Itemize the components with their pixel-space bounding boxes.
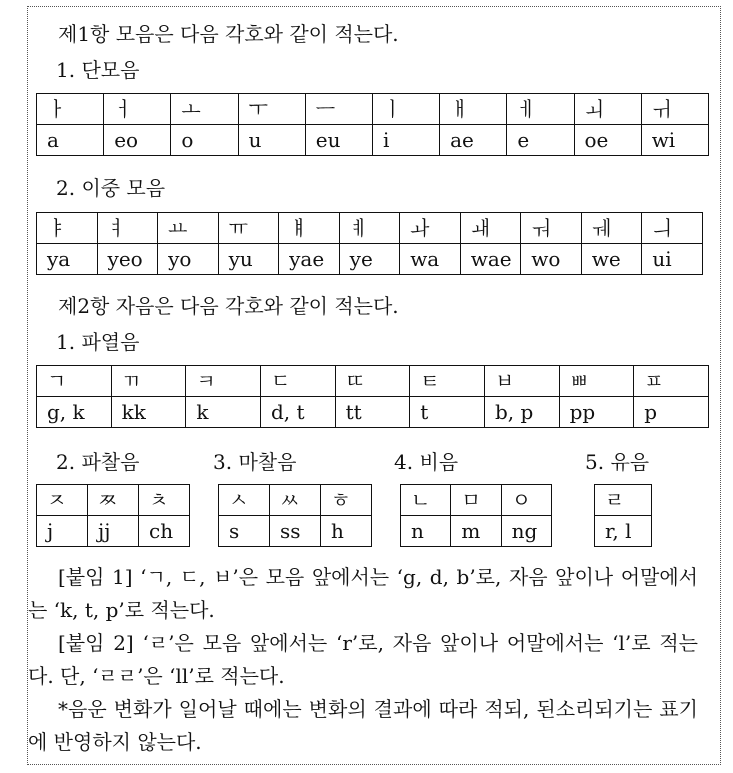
section1-sub1-heading: 1. 단모음 [56,58,140,82]
roman-cell: g, k [37,397,112,428]
hangul-cell: ㅏ [37,94,104,125]
roman-cell: ng [501,516,551,547]
hangul-cell: ㅔ [507,94,574,125]
hangul-cell: ㅑ [37,213,98,244]
fricative-table [218,484,372,547]
roman-cell: ss [270,516,321,547]
liquid-table [594,484,652,547]
hangul-cell: ㅆ [270,485,321,516]
plosive-table [36,365,709,428]
hangul-cell: ㅗ [171,94,238,125]
hangul-cell: ㅊ [139,485,190,516]
roman-cell: o [171,125,238,156]
hangul-cell: ㅘ [400,213,461,244]
hangul-cell: ㅟ [641,94,708,125]
section1-sub2-heading: 2. 이중 모음 [56,176,166,200]
affricate-table [36,484,190,547]
hangul-cell: ㅅ [219,485,270,516]
roman-cell: e [507,125,574,156]
hangul-cell: ㅈ [37,485,88,516]
hangul-cell: ㅞ [581,213,642,244]
hangul-cell: ㅎ [321,485,372,516]
roman-cell: j [37,516,88,547]
hangul-row [595,485,652,516]
roman-cell: i [372,125,439,156]
roman-row [37,397,709,428]
hangul-cell: ㅓ [104,94,171,125]
hangul-cell: ㅛ [158,213,219,244]
nasal-heading: 4. 비음 [394,450,459,474]
hangul-cell: ㅁ [451,485,501,516]
roman-cell: ya [37,244,98,275]
hangul-cell: ㅚ [574,94,641,125]
roman-cell: wo [521,244,582,275]
roman-cell: a [37,125,104,156]
hangul-cell: ㄲ [111,366,186,397]
roman-cell: eo [104,125,171,156]
note-2: [붙임 2] ‘ㄹ’은 모음 앞에서는 ‘r’로, 자음 앞이나 어말에서는 ‘l’로 적는다. 단, ‘ㄹㄹ’은 ‘ll’로 적는다. [28,631,698,688]
roman-cell: ye [339,244,400,275]
fricative-heading: 3. 마찰음 [213,450,297,474]
roman-cell: ae [440,125,507,156]
hangul-cell: ㅋ [186,366,261,397]
hangul-cell: ㄷ [260,366,335,397]
hangul-cell: ㄴ [401,485,451,516]
roman-cell: yae [279,244,340,275]
hangul-cell: ㅖ [339,213,400,244]
hangul-row [37,485,190,516]
roman-cell: we [581,244,642,275]
roman-cell: d, t [260,397,335,428]
hangul-cell: ㅠ [218,213,279,244]
hangul-cell: ㄸ [335,366,410,397]
hangul-cell: ㅢ [642,213,703,244]
section2-title: 제2항 자음은 다음 각호와 같이 적는다. [58,294,399,318]
note-3: *음운 변화가 일어날 때에는 변화의 결과에 따라 적되, 된소리되기는 표기에 반영하지 않는다. [28,697,698,754]
liquid-heading: 5. 유음 [585,450,650,474]
roman-cell: pp [559,397,634,428]
roman-row [595,516,652,547]
hangul-cell: ㅃ [559,366,634,397]
hangul-cell: ㅇ [501,485,551,516]
roman-cell: jj [88,516,139,547]
hangul-cell: ㅕ [97,213,158,244]
roman-cell: yeo [97,244,158,275]
hangul-row [37,366,709,397]
roman-cell: wa [400,244,461,275]
hangul-cell: ㄱ [37,366,112,397]
section2-sub1-heading: 1. 파열음 [56,330,140,354]
roman-cell: r, l [595,516,652,547]
note-1: [붙임 1] ‘ㄱ, ㄷ, ㅂ’은 모음 앞에서는 ‘g, d, b’로, 자음 앞이나 어말에서는 ‘k, t, p’로 적는다. [28,565,698,622]
roman-row [37,244,703,275]
hangul-row [37,213,703,244]
hangul-cell: ㅝ [521,213,582,244]
roman-row [219,516,372,547]
roman-cell: m [451,516,501,547]
hangul-cell: ㅍ [634,366,709,397]
roman-cell: b, p [484,397,559,428]
hangul-cell: ㅜ [238,94,305,125]
roman-cell: u [238,125,305,156]
hangul-cell: ㅐ [440,94,507,125]
hangul-cell: ㅣ [372,94,439,125]
roman-cell: tt [335,397,410,428]
hangul-cell: ㅌ [410,366,485,397]
roman-cell: s [219,516,270,547]
roman-cell: k [186,397,261,428]
roman-cell: t [410,397,485,428]
roman-cell: wae [460,244,521,275]
hangul-cell: ㄹ [595,485,652,516]
hangul-cell: ㅡ [305,94,372,125]
roman-cell: eu [305,125,372,156]
hangul-row [219,485,372,516]
section1-title: 제1항 모음은 다음 각호와 같이 적는다. [58,22,399,46]
roman-cell: p [634,397,709,428]
nasal-table [400,484,552,547]
hangul-row [401,485,552,516]
hangul-cell: ㅉ [88,485,139,516]
hangul-cell: ㅙ [460,213,521,244]
affricate-heading: 2. 파찰음 [56,450,140,474]
roman-row [401,516,552,547]
roman-cell: yu [218,244,279,275]
monophthong-table [36,93,709,156]
roman-cell: ch [139,516,190,547]
roman-cell: wi [641,125,708,156]
roman-cell: n [401,516,451,547]
roman-cell: kk [111,397,186,428]
roman-cell: h [321,516,372,547]
roman-cell: oe [574,125,641,156]
hangul-cell: ㅂ [484,366,559,397]
roman-row [37,125,709,156]
diphthong-table [36,212,703,275]
roman-row [37,516,190,547]
roman-cell: ui [642,244,703,275]
hangul-row [37,94,709,125]
roman-cell: yo [158,244,219,275]
hangul-cell: ㅒ [279,213,340,244]
